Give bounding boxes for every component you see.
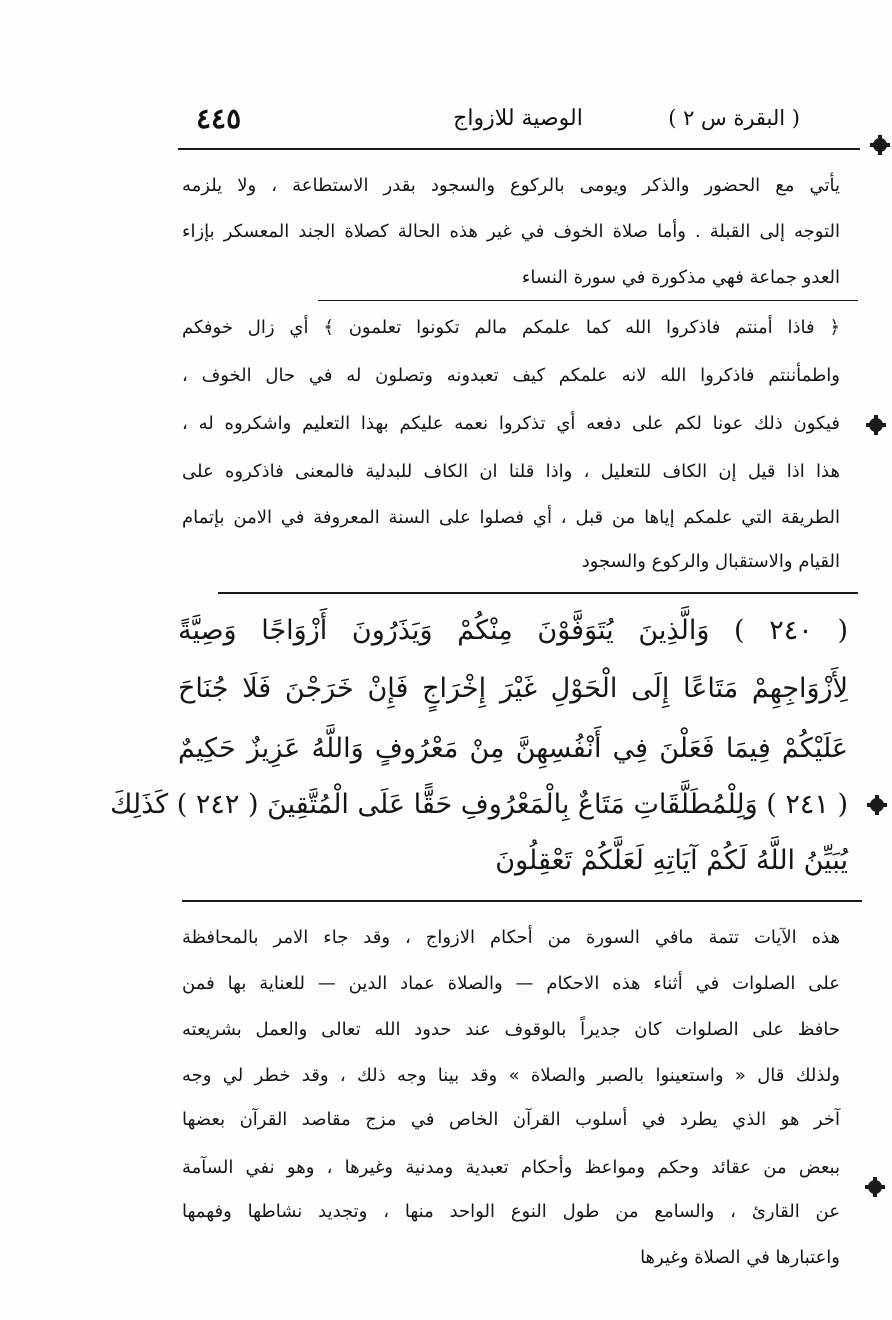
commentary-line: على الصلوات في أثناء هذه الاحكام — والصلاة عماد الدين — للعناية بها فمن	[182, 973, 840, 994]
commentary-line: عن القارئ ، والسامع من طول النوع الواحد منها ، وتجديد نشاطها وفهمها	[182, 1201, 840, 1222]
commentary-line: حافظ على الصلوات كان جديراً بالوقوف عند حدود الله تعالى والعمل بشريعته	[182, 1019, 840, 1040]
verse-line: ( ٢٤٠ ) وَالَّذِينَ يُتَوَفَّوْنَ مِنْكُمْ وَيَذَرُونَ أَزْوَاجًا وَصِيَّةً	[178, 615, 848, 646]
commentary-line: آخر هو الذي يطرد في أسلوب القرآن الخاص في مزج مقاصد القرآن بعضها	[182, 1109, 840, 1130]
section-rule	[182, 900, 862, 902]
section-rule	[318, 300, 858, 301]
page-header	[178, 100, 860, 150]
commentary-line: واطمأننتم فاذكروا الله لانه علمكم كيف تعبدونه وتصلون له في حال الخوف ،	[182, 365, 840, 386]
commentary-line: ببعض من عقائد وحكم ومواعظ وأحكام تعبدية ومدنية وغيرها ، وهو نفي السآمة	[182, 1157, 840, 1178]
commentary-line: ولذلك قال « واستعينوا بالصبر والصلاة » وقد بينا وجه ذلك ، وقد خطر لي وجه	[182, 1065, 840, 1086]
commentary-line: العدو جماعة فهي مذكورة في سورة النساء	[521, 267, 840, 288]
commentary-line: يأتي مع الحضور والذكر ويومى بالركوع والسجود بقدر الاستطاعة ، ولا يلزمه	[182, 175, 840, 196]
binding-hole-mark	[873, 138, 887, 152]
commentary-line: هذه الآيات تتمة مافي السورة من أحكام الازواج ، وقد جاء الامر بالمحافظة	[182, 927, 840, 948]
running-title: الوصية للازواج	[453, 106, 583, 131]
verse-line: لِأَزْوَاجِهِمْ مَتَاعًا إِلَى الْحَوْلِ غَيْرَ إِخْرَاجٍ فَإِنْ خَرَجْنَ فَلَا جُنَاحَ	[178, 673, 848, 704]
commentary-line: واعتبارها في الصلاة وغيرها	[640, 1247, 840, 1268]
surah-reference: ( البقرة س ٢ )	[668, 106, 800, 130]
binding-hole-mark	[870, 798, 884, 812]
binding-hole-mark	[869, 418, 883, 432]
commentary-line: القيام والاستقبال والركوع والسجود	[581, 551, 840, 572]
commentary-line: فيكون ذلك عونا لكم على دفعه أي تذكروا نعمه عليكم بهذا التعليم واشكروه له ،	[182, 413, 840, 434]
verse-line: يُبَيِّنُ اللَّهُ لَكُمْ آيَاتِهِ لَعَلَّكُمْ تَعْقِلُونَ	[495, 845, 848, 876]
page-number: ٤٤٥	[196, 102, 242, 135]
commentary-line: هذا اذا قيل إن الكاف للتعليل ، واذا قلنا ان الكاف للبدلية فالمعنى فاذكروه على	[182, 461, 840, 482]
commentary-line: الطريقة التي علمكم إياها من قبل ، أي فصلوا على السنة المعروفة في الامن بإتمام	[182, 507, 840, 528]
verse-line: عَلَيْكُمْ فِيمَا فَعَلْنَ فِي أَنْفُسِهِنَّ مِنْ مَعْرُوفٍ وَاللَّهُ عَزِيزٌ حَكِيمٌ	[178, 733, 848, 764]
binding-hole-mark	[868, 1180, 882, 1194]
verse-line: ( ٢٤١ ) وَلِلْمُطَلَّقَاتِ مَتَاعٌ بِالْمَعْرُوفِ حَقًّا عَلَى الْمُتَّقِينَ ( ٢٤٢ ) كَذَلِكَ	[110, 789, 848, 820]
commentary-line: التوجه إلى القبلة . وأما صلاة الخوف في غير هذه الحالة كصلاة الجند المعسكر بإزاء	[182, 221, 840, 242]
header-rule	[178, 148, 860, 150]
section-rule	[218, 592, 858, 594]
commentary-line: ﴿ فاذا أمنتم فاذكروا الله كما علمكم مالم تكونوا تعلمون ﴾ أي زال خوفكم	[182, 317, 840, 338]
